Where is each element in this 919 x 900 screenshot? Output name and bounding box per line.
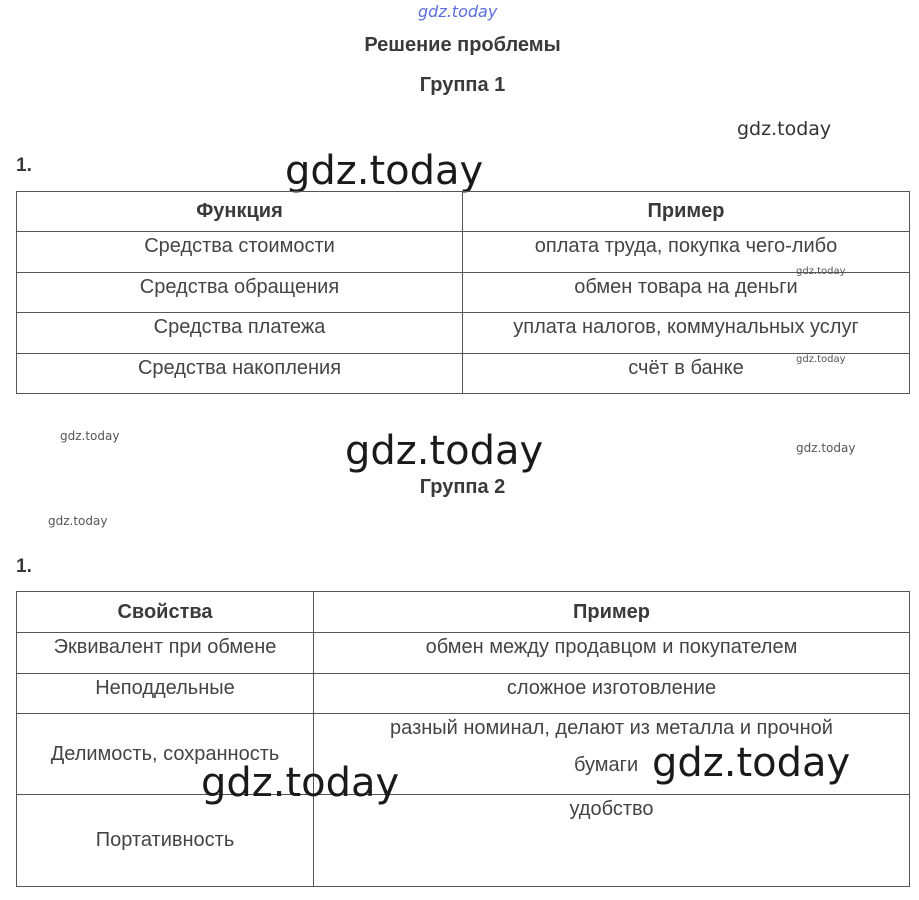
table-row	[17, 674, 910, 714]
table-header-row	[17, 192, 910, 232]
table-cell: обмен товара на деньги	[463, 273, 910, 313]
watermark-large-3: gdz.today	[652, 740, 851, 786]
table-row	[17, 633, 910, 674]
section-number-1: 1.	[16, 155, 32, 176]
watermark-top: gdz.today	[418, 2, 498, 21]
watermark-large-2: gdz.today	[345, 428, 544, 474]
table-cell: удобство	[314, 795, 910, 887]
header-example: Пример	[314, 592, 910, 633]
table-cell-line-2: бумаги	[574, 754, 639, 776]
table-cell: оплата труда, покупка чего-либо	[463, 232, 910, 273]
watermark-small-left-1: gdz.today	[60, 429, 120, 443]
table-cell: уплата налогов, коммунальных услуг	[463, 313, 910, 354]
group-2-title: Группа 2	[419, 476, 506, 498]
functions-table	[16, 191, 910, 394]
table-row	[17, 273, 910, 313]
table-cell: Эквивалент при обмене	[17, 633, 314, 674]
table-cell: Делимость, сохранность	[17, 714, 314, 795]
watermark-large-4: gdz.today	[201, 760, 400, 806]
table-cell: Средства обращения	[17, 273, 463, 313]
table-row	[17, 313, 910, 354]
watermark-right: gdz.today	[737, 118, 832, 140]
watermark-small-right-1: gdz.today	[796, 441, 856, 455]
table-cell: Средства платежа	[17, 313, 463, 354]
page-title: Решение проблемы	[364, 34, 561, 56]
table-cell-line-1: разный номинал, делают из металла и прочной	[390, 717, 833, 739]
watermark-small-left-2: gdz.today	[48, 514, 108, 528]
table-cell: Неподдельные	[17, 674, 314, 714]
table-cell: сложное изготовление	[314, 674, 910, 714]
header-function: Функция	[17, 192, 463, 232]
watermark-table1-a: gdz.today	[796, 266, 846, 277]
table-cell: Средства накопления	[17, 354, 463, 394]
header-example: Пример	[463, 192, 910, 232]
table-cell: счёт в банке	[463, 354, 910, 394]
table-header-row	[17, 592, 910, 633]
group-1-title: Группа 1	[419, 74, 506, 96]
properties-table	[16, 591, 910, 887]
header-properties: Свойства	[17, 592, 314, 633]
table-cell: Портативность	[17, 795, 314, 887]
table-cell: обмен между продавцом и покупателем	[314, 633, 910, 674]
watermark-table1-b: gdz.today	[796, 354, 846, 365]
watermark-large-1: gdz.today	[285, 148, 484, 194]
table-row	[17, 354, 910, 394]
table-row	[17, 232, 910, 273]
section-number-2: 1.	[16, 556, 32, 577]
table-cell: Средства стоимости	[17, 232, 463, 273]
table-row	[17, 795, 910, 887]
